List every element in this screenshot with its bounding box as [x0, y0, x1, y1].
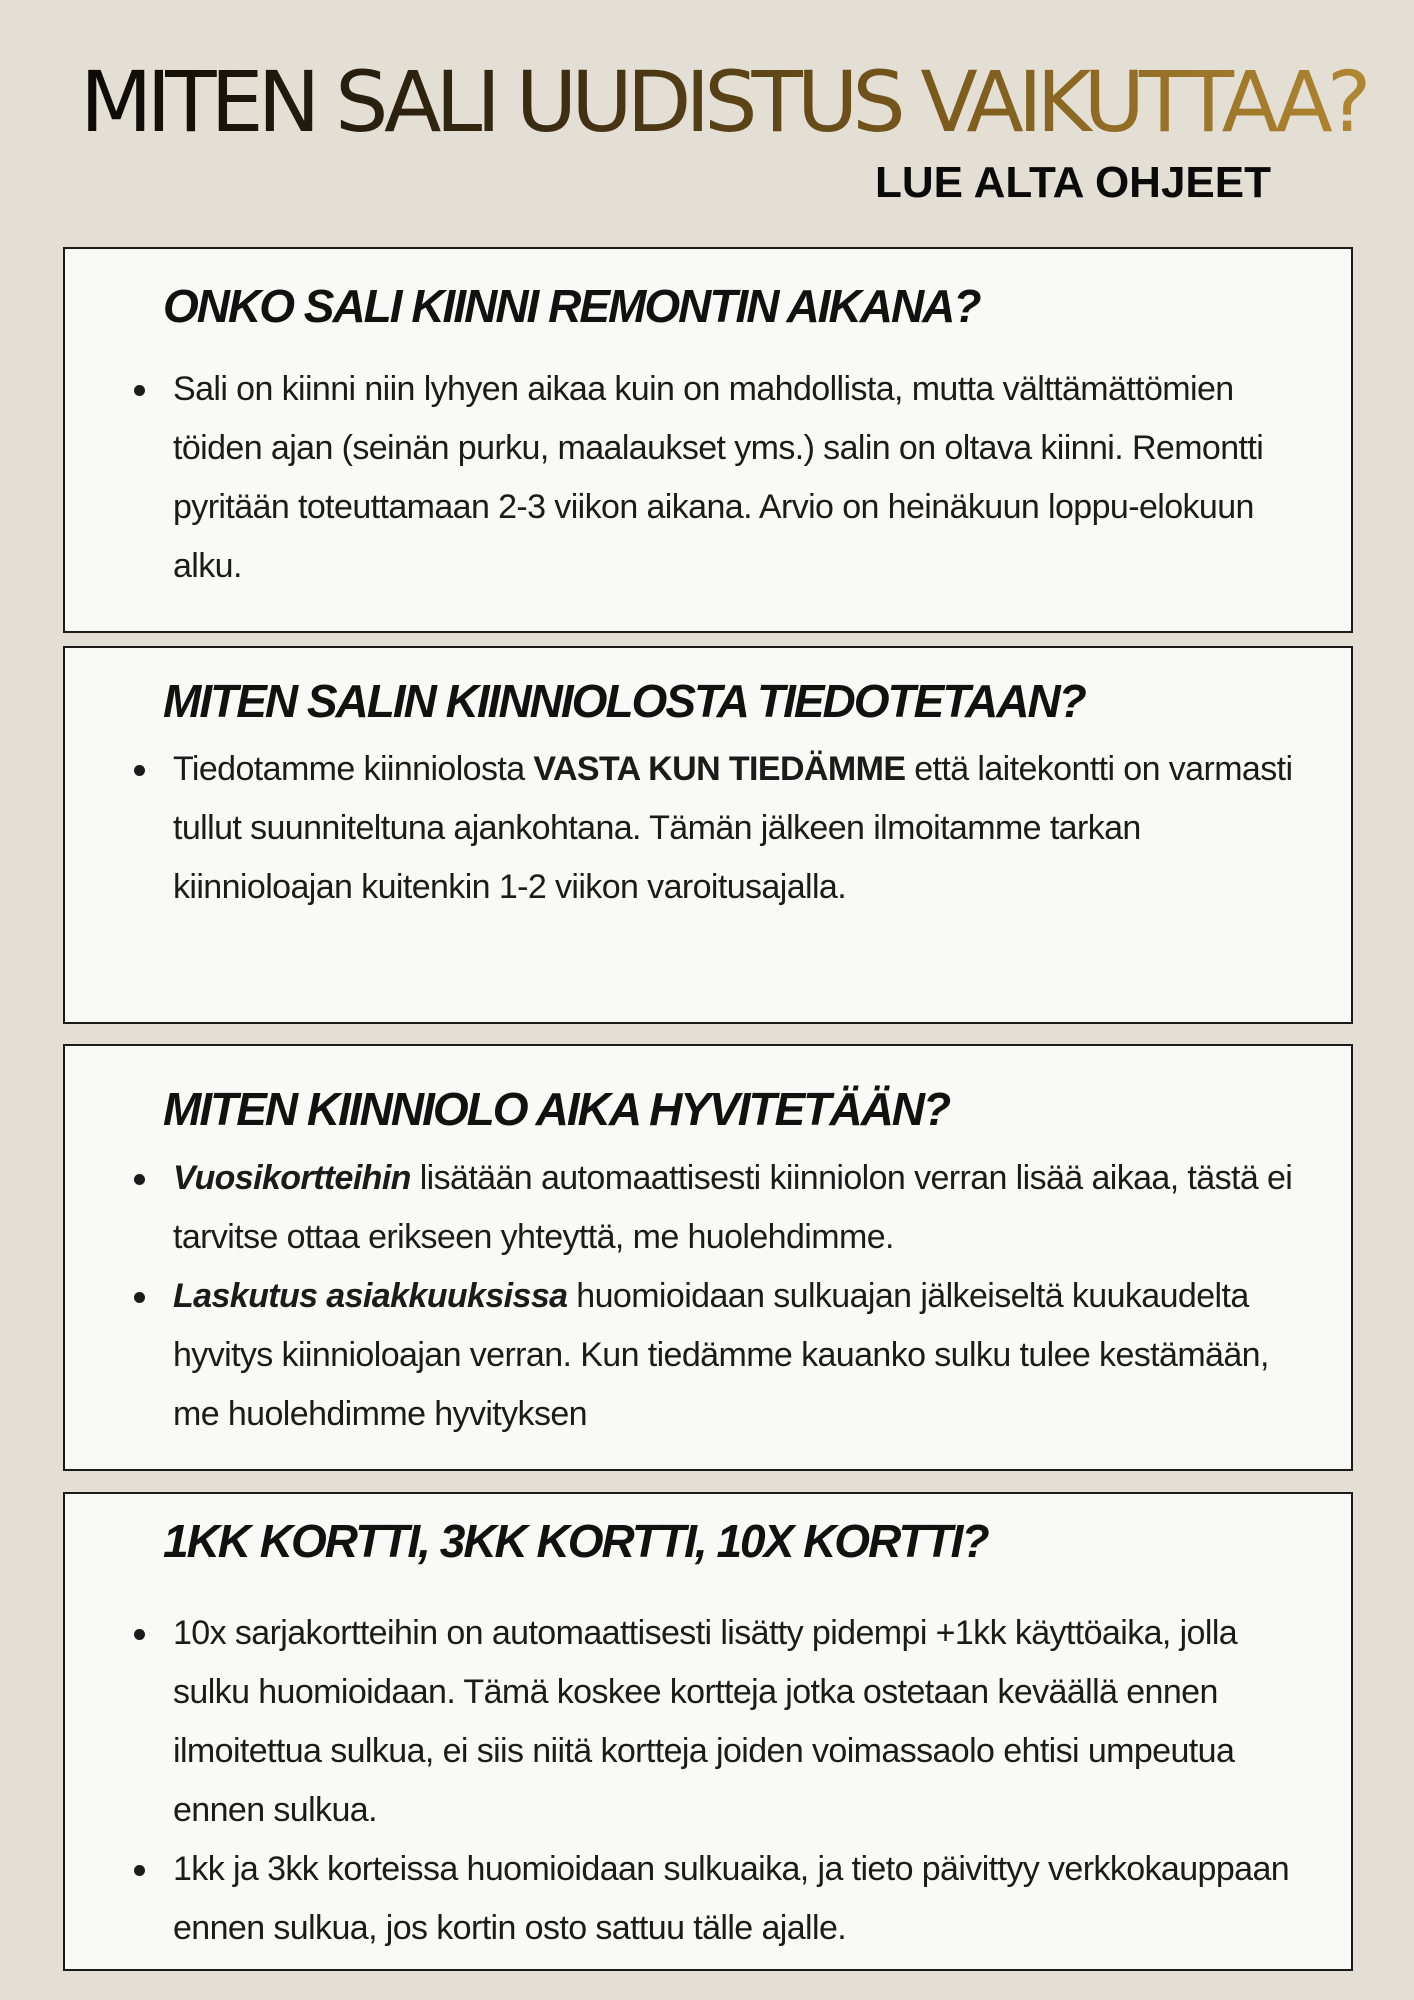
- section-heading: MITEN KIINNIOLO AIKA HYVITETÄÄN?: [163, 1083, 950, 1135]
- page-title: MITEN SALI UUDISTUS VAIKUTTAA?: [80, 52, 1400, 152]
- list-item-text: huomioidaan sulkuajan jälkeiseltä kuukaudelta hyvitys kiinnioloajan verran. Kun tiedämme kauanko sulku tulee kestämään, me huolehdimme hyvityksen: [173, 1277, 1269, 1433]
- bullet-list: [131, 360, 1311, 596]
- list-item: 10x sarjakortteihin on automaattisesti lisätty pidempi +1kk käyttöaika, jolla sulku huomioidaan. Tämä koskee kortteja jotka ostetaan keväällä ennen ilmoitettua sulkua, ei siis niitä kortteja joiden voimassaolo ehtisi umpeutua ennen sulkua.: [131, 1604, 1311, 1840]
- list-item-text: lisätään automaattisesti kiinniolon verran lisää aikaa, tästä ei tarvitse ottaa erikseen yhteyttä, me huolehdimme.: [173, 1159, 1293, 1256]
- list-item: Sali on kiinni niin lyhyen aikaa kuin on mahdollista, mutta välttämättömien töiden ajan (seinän purku, maalaukset yms.) salin on oltava kiinni. Remontti pyritään toteuttamaan 2-3 viikon aikana. Arvio on heinäkuun loppu-elokuun alku.: [131, 360, 1311, 596]
- emphasis-text: Laskutus asiakkuuksissa: [173, 1277, 568, 1315]
- list-item-text: että laitekontti on varmasti tullut suunniteltuna ajankohtana. Tämän jälkeen ilmoitamme tarkan kiinnioloajan kuitenkin 1-2 viikon varoitusajalla.: [173, 750, 1293, 906]
- info-card-compensation: [63, 1044, 1353, 1471]
- list-item: [131, 740, 1311, 917]
- list-item: [131, 1149, 1311, 1267]
- info-card-card-types: [63, 1492, 1353, 1971]
- info-card-notification: [63, 646, 1353, 1024]
- list-item-text: Tiedotamme kiinniolosta: [173, 750, 534, 788]
- bullet-list: [131, 1604, 1311, 1958]
- bullet-list: [131, 740, 1311, 917]
- page-subtitle: LUE ALTA OHJEET: [875, 158, 1271, 207]
- emphasis-text: VASTA KUN TIEDÄMME: [533, 750, 906, 788]
- list-item: 1kk ja 3kk korteissa huomioidaan sulkuaika, ja tieto päivittyy verkkokauppaan ennen sulkua, jos kortin osto sattuu tälle ajalle.: [131, 1840, 1311, 1958]
- list-item: [131, 1267, 1311, 1444]
- section-heading: ONKO SALI KIINNI REMONTIN AIKANA?: [163, 280, 980, 332]
- section-heading: MITEN SALIN KIINNIOLOSTA TIEDOTETAAN?: [163, 675, 1085, 727]
- emphasis-text: Vuosikortteihin: [173, 1159, 411, 1197]
- section-heading: 1KK KORTTI, 3KK KORTTI, 10X KORTTI?: [163, 1515, 988, 1567]
- info-card-closure: [63, 247, 1353, 633]
- bullet-list: [131, 1149, 1311, 1444]
